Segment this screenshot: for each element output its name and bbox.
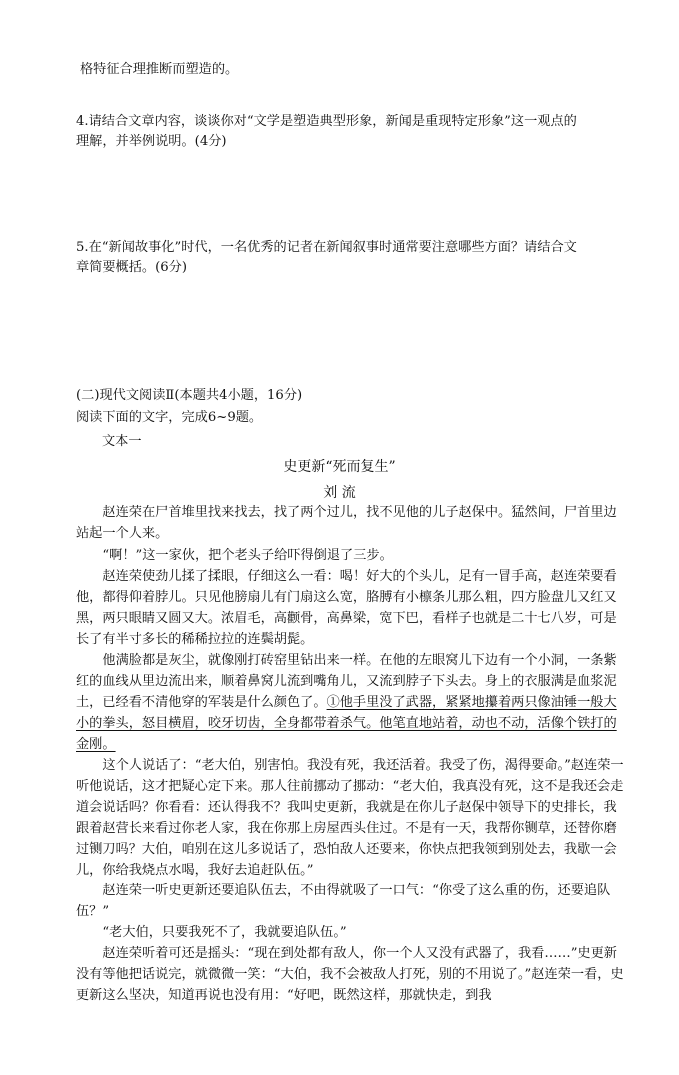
question-5-line-2: 章简要概括。(6分) [76,260,187,275]
story-paragraph-2: “啊！”这一家伙，把个老头子给吓得倒退了三步。 [102,548,393,563]
story-title: 史更新“死而复生” [283,459,396,475]
question-4-line-1: 4.请结合文章内容，谈谈你对“文学是塑造典型形象，新闻是重现特定形象”这一观点的 [76,114,577,129]
story-paragraph-4-text: 他满脸都是灰尘，就像刚打砖窑里钻出来一样。在他的左眼窝儿下边有一个小洞，一条紫红的血线从里边流出来，顺着鼻窝儿流到嘴角儿，又流到脖子下头去。身上的衣服满是血浆泥土，已经看不清他穿的军装是什么颜色了。 [76,653,617,710]
carryover-line: 格特征合理推断而塑造的。 [80,62,239,77]
question-5-line-1: 5.在“新闻故事化”时代，一名优秀的记者在新闻叙事时通常要注意哪些方面？请结合文 [76,240,577,255]
section-heading: (二)现代文阅读Ⅱ(本题共4小题，16分) [76,388,303,403]
underlined-passage-1: ①他手里没了武器，紧紧地攥着两只像油锤一般大小的拳头，怒目横眉，咬牙切齿，全身都带着杀气。他笔直地站着，动也不动，活像个铁打的金刚。 [76,695,617,752]
story-paragraph-6: 赵连荣一听史更新还要追队伍去，不由得就吸了一口气：“你受了这么重的伤，还要追队伍？” [76,883,611,919]
reading-instruction: 阅读下面的文字，完成6~9题。 [76,410,263,425]
question-4-line-2: 理解，并举例说明。(4分) [76,134,227,149]
story-paragraph-8: 赵连荣听着可还是摇头：“现在到处都有敌人，你一个人又没有武器了，我看……”史更新没有等他把话说完，就微微一笑：“大伯，我不会被敌人打死，别的不用说了。”赵连荣一看，史更新这么坚决，知道再说也没有用：“好吧，既然这样，那就快走，到我 [76,946,624,1003]
story-paragraph-3: 赵连荣使劲儿揉了揉眼，仔细这么一看：喝！好大的个头儿，足有一冒手高，赵连荣要看他，都得仰着脖儿。只见他膀扇儿有门扇这么宽，胳膊有小檩条儿那么粗，四方脸盘儿又红又黑，两只眼睛又圆又大。浓眉毛，高颧骨，高鼻梁，宽下巴，看样子也就是二十七八岁，可是长了有半寸多长的稀稀拉拉的连鬓胡髭。 [76,569,617,647]
story-paragraph-7: “老大伯，只要我死不了，我就要追队伍。” [102,925,347,940]
story-paragraph-5: 这个人说话了：“老大伯，别害怕。我没有死，我还活着。我受了伤，渴得要命。”赵连荣一听他说话，这才把疑心定下来。那人往前挪动了挪动：“老大伯，我真没有死，这不是我还会走道会说话吗？你看看：还认得我不？我叫史更新，我就是在你儿子赵保中领导下的史排长，我跟着赵营长来看过你老人家，我在你那上房屋西头住过。不是有一天，我帮你铡草，还替你磨过铡刀吗？大伯，咱别在这儿多说话了，恐怕敌人还要来，你快点把我领到别处去，我歇一会儿，你给我烧点水喝，我好去追赶队伍。” [76,758,624,878]
story-paragraph-4 [76,650,626,755]
story-author: 刘 流 [323,485,356,501]
text-label: 文本一 [102,434,142,449]
story-paragraph-1: 赵连荣在尸首堆里找来找去，找了两个过儿，找不见他的儿子赵保中。猛然间，尸首里边站起一个人来。 [76,505,617,541]
